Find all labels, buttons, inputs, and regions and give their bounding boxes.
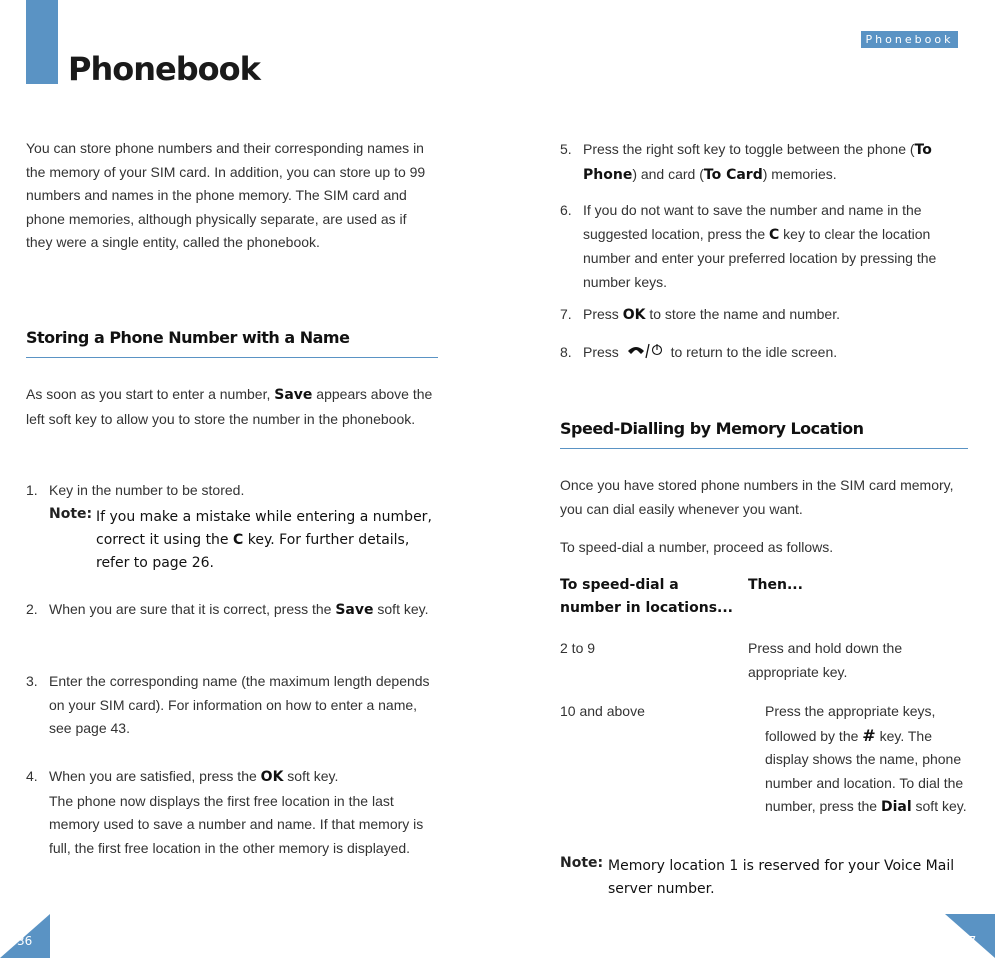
intro-paragraph: You can store phone numbers and their corresponding names in the memory of your SIM card. In addition, you can store up to 99 numbers and names in the phone memory. The SIM card and phone memories, although physically separate, are used as if they were a single entity, called the phonebook. [26,140,426,250]
table-row1-action: Press and hold down the appropriate key. [748,640,903,680]
left-page-number: 36 [17,934,33,948]
hash-key-icon: # [862,725,876,745]
section2-intro2: To speed-dial a number, proceed as follows. [560,539,834,555]
note-2: Note: Memory location 1 is reserved for your Voice Mail server number. [560,855,955,897]
page-title: Phonebook [68,50,260,88]
section1-intro: As soon as you start to enter a number, Save appears above the left soft key to allow you to store the number in the phonebook. [26,386,433,427]
section-rule [26,357,438,358]
step-5: 5. Press the right soft key to toggle between the phone (To Phone) and card (To Card) memories. [560,141,932,183]
section-heading-storing: Storing a Phone Number with a Name [26,328,350,347]
table-row2-locations: 10 and above [560,703,645,719]
table-row1-locations: 2 to 9 [560,640,596,656]
table-header-locations: To speed-dial a number in locations... [560,577,733,616]
step-3: 3. Enter the corresponding name (the maximum length depends on your SIM card). For information on how to enter a name, see page 43. [26,673,430,736]
section-rule [560,448,968,449]
step-1: 1. Key in the number to be stored. [26,482,245,498]
right-page-number: 37 [961,934,977,948]
table-row2-action: Press the appropriate keys, followed by the # key. The display shows the name, phone number and location. To dial the number, press the Dial soft key. [765,703,967,815]
step-4: 4. When you are satisfied, press the OK soft key. The phone now displays the first free location in the last memory used to save a number and name. If that memory is full, the first free location in the other memory is displayed. [26,768,424,856]
note-1: Note: If you make a mistake while entering a number, correct it using the C key. For further details, refer to page 26. [49,506,432,571]
step-6: 6. If you do not want to save the number and name in the suggested location, press the C key to clear the location number and enter your preferred location by pressing the number keys. [560,202,937,290]
section-heading-speed-dial: Speed-Dialling by Memory Location [560,419,864,438]
header-section-tab: Phonebook [861,31,958,48]
step-2: 2. When you are sure that it is correct, press the Save soft key. [26,601,429,618]
header-color-block [26,0,58,84]
section2-intro: Once you have stored phone numbers in the SIM card memory, you can dial easily whenever you want. [560,477,954,517]
end-power-key-icon [625,342,665,360]
table-header-then: Then... [748,577,803,593]
step-7: 7. Press OK to store the name and number. [560,306,841,323]
step-8: 8. Press to return to the idle screen. [560,344,838,360]
